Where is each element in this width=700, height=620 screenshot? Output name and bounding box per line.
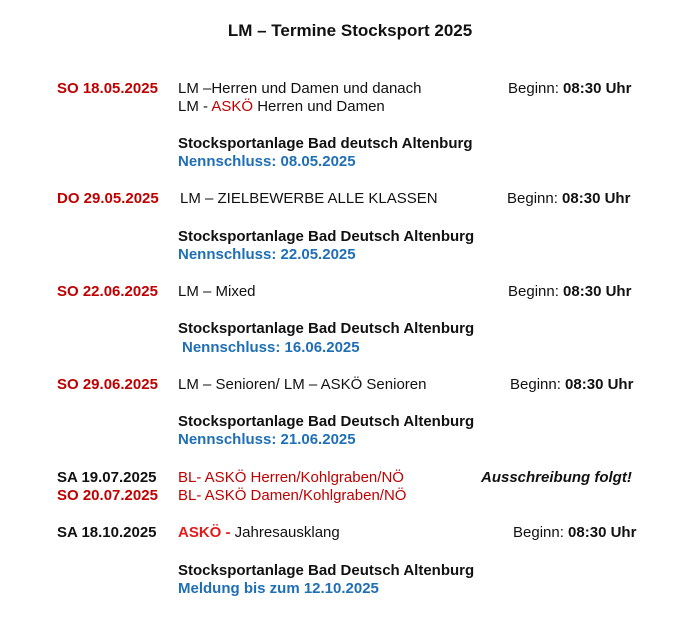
asko-highlight: ASKÖ (211, 98, 254, 115)
begin-label: Beginn: (508, 80, 559, 97)
event-venue: Stocksportanlage Bad Deutsch Altenburg (178, 562, 475, 579)
desc-rest: Jahresausklang (234, 524, 340, 541)
event-begin (508, 80, 631, 98)
begin-time: 08:30 Uhr (568, 524, 637, 541)
event-deadline: Nennschluss: 22.05.2025 (178, 246, 356, 263)
event-deadline: Meldung bis zum 12.10.2025 (178, 580, 379, 597)
event-begin (508, 283, 631, 301)
event-date: SO 22.06.2025 (57, 283, 158, 300)
event-note: Ausschreibung folgt! (481, 469, 632, 486)
event-description: LM – ZIELBEWERBE ALLE KLASSEN (180, 190, 438, 207)
event-date: DO 29.05.2025 (57, 190, 159, 207)
event-description: LM – Mixed (178, 283, 256, 300)
event-begin (510, 376, 633, 394)
event-deadline: Nennschluss: 08.05.2025 (178, 153, 356, 170)
desc-suffix: Herren und Damen (253, 98, 385, 115)
event-venue: Stocksportanlage Bad Deutsch Altenburg (178, 228, 475, 245)
event-deadline: Nennschluss: 21.06.2025 (178, 431, 356, 448)
event-description (178, 524, 340, 542)
begin-time: 08:30 Uhr (562, 190, 631, 207)
begin-label: Beginn: (513, 524, 564, 541)
event-venue: Stocksportanlage Bad deutsch Altenburg (178, 135, 473, 152)
event-date: SA 19.07.2025 (57, 469, 157, 486)
event-description: LM – Senioren/ LM – ASKÖ Senioren (178, 376, 427, 393)
event-date: SA 18.10.2025 (57, 524, 157, 541)
event-date: SO 18.05.2025 (57, 80, 158, 97)
event-description: LM –Herren und Damen und danach (178, 80, 422, 97)
begin-time: 08:30 Uhr (563, 283, 632, 300)
event-description-line2 (178, 98, 385, 116)
event-deadline: Nennschluss: 16.06.2025 (182, 339, 360, 356)
page-title: LM – Termine Stocksport 2025 (227, 21, 473, 40)
begin-time: 08:30 Uhr (563, 80, 632, 97)
desc-prefix: LM - (178, 98, 212, 115)
event-date: SO 29.06.2025 (57, 376, 158, 393)
begin-label: Beginn: (510, 376, 561, 393)
event-venue: Stocksportanlage Bad Deutsch Altenburg (178, 413, 475, 430)
begin-label: Beginn: (507, 190, 558, 207)
asko-highlight: ASKÖ - (178, 524, 235, 541)
event-venue: Stocksportanlage Bad Deutsch Altenburg (178, 320, 475, 337)
begin-time: 08:30 Uhr (565, 376, 634, 393)
event-begin (507, 190, 630, 208)
event-date: SO 20.07.2025 (57, 487, 158, 504)
event-description: BL- ASKÖ Damen/Kohlgraben/NÖ (178, 487, 407, 504)
begin-label: Beginn: (508, 283, 559, 300)
event-begin (513, 524, 636, 542)
event-description: BL- ASKÖ Herren/Kohlgraben/NÖ (178, 469, 404, 486)
